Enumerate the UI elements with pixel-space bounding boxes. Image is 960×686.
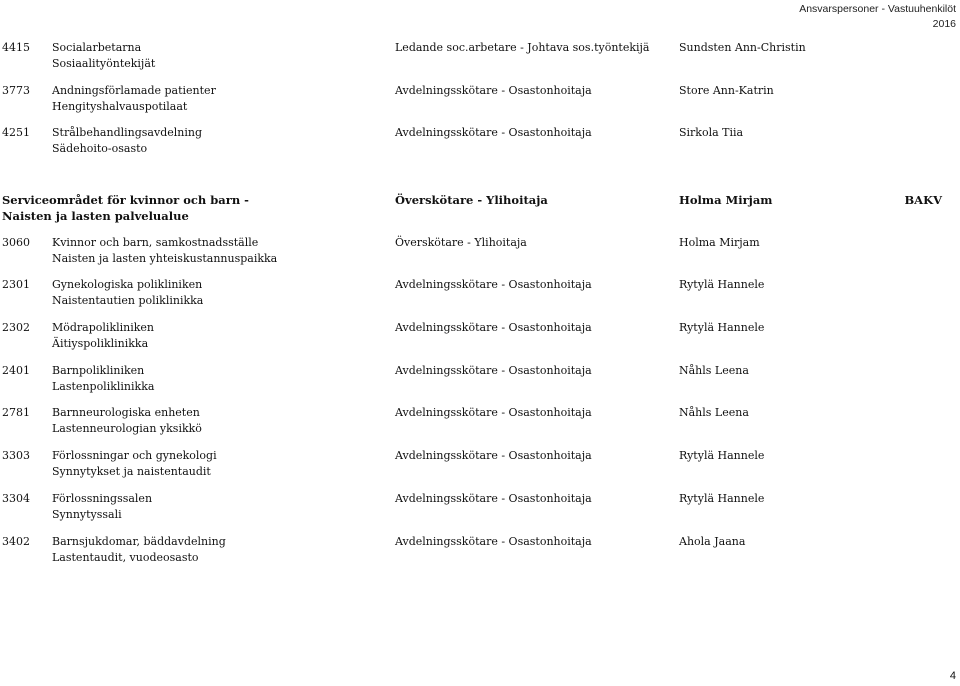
section-name [2,192,249,224]
unit-code: 2781 [2,406,30,419]
unit-code: 2301 [2,278,30,291]
unit-name-fi: Synnytykset ja naistentaudit [52,465,211,478]
page-header [799,2,956,32]
unit-name-fi: Lastenpoliklinikka [52,380,155,393]
unit-name-fi: Naisten ja lasten yhteiskustannuspaikka [52,252,278,265]
section-abbreviation: BAKV [904,193,942,207]
unit-name-sv: Barnneurologiska enheten [52,406,200,419]
document-title: Ansvarspersoner - Vastuuhenkilöt [799,3,956,15]
unit-name [52,40,155,72]
job-title: Överskötare - Ylihoitaja [395,236,527,249]
section-name-fi: Naisten ja lasten palvelualue [2,209,189,223]
responsible-person: Sirkola Tiia [679,126,744,139]
unit-name [52,277,203,309]
responsible-person: Rytylä Hannele [679,321,765,334]
unit-name-fi: Naistentautien poliklinikka [52,294,204,307]
unit-name-fi: Äitiyspoliklinikka [52,337,149,350]
job-title: Ledande soc.arbetare - Johtava sos.työntekijä [395,41,650,54]
unit-name-sv: Gynekologiska polikliniken [52,278,203,291]
responsible-person: Store Ann-Katrin [679,84,774,97]
unit-name [52,405,202,437]
unit-code: 3773 [2,84,30,97]
unit-name-fi: Sosiaalityöntekijät [52,57,156,70]
unit-name [52,235,277,267]
section-job-title: Överskötare - Ylihoitaja [395,193,548,207]
unit-name [52,125,202,157]
unit-name [52,534,226,566]
job-title: Avdelningsskötare - Osastonhoitaja [395,535,592,548]
unit-name-fi: Lastentaudit, vuodeosasto [52,551,199,564]
responsible-person: Rytylä Hannele [679,449,765,462]
unit-code: 3304 [2,492,30,505]
job-title: Avdelningsskötare - Osastonhoitaja [395,84,592,97]
responsible-person: Nåhls Leena [679,406,749,419]
unit-code: 4415 [2,41,30,54]
page-number: 4 [949,670,956,682]
responsible-person: Ahola Jaana [679,535,746,548]
unit-name-sv: Barnpolikliniken [52,364,145,377]
unit-name-sv: Strålbehandlingsavdelning [52,126,202,139]
unit-name-sv: Barnsjukdomar, bäddavdelning [52,535,226,548]
unit-name [52,448,217,480]
responsible-person: Rytylä Hannele [679,278,765,291]
unit-code: 3303 [2,449,30,462]
unit-code: 3402 [2,535,30,548]
unit-name-sv: Mödrapolikliniken [52,321,155,334]
job-title: Avdelningsskötare - Osastonhoitaja [395,364,592,377]
unit-name-sv: Förlossningar och gynekologi [52,449,217,462]
job-title: Avdelningsskötare - Osastonhoitaja [395,449,592,462]
job-title: Avdelningsskötare - Osastonhoitaja [395,492,592,505]
responsible-person: Sundsten Ann-Christin [679,41,806,54]
unit-name [52,83,216,115]
job-title: Avdelningsskötare - Osastonhoitaja [395,321,592,334]
section-responsible-person: Holma Mirjam [679,193,773,207]
unit-name-sv: Kvinnor och barn, samkostnadsställe [52,236,259,249]
unit-name-fi: Lastenneurologian yksikkö [52,422,202,435]
unit-name [52,491,152,523]
unit-name-fi: Synnytyssali [52,508,122,521]
unit-name [52,320,154,352]
unit-name-fi: Sädehoito-osasto [52,142,148,155]
unit-name [52,363,154,395]
section-name-sv: Serviceområdet för kvinnor och barn - [2,193,249,207]
unit-code: 2302 [2,321,30,334]
job-title: Avdelningsskötare - Osastonhoitaja [395,406,592,419]
unit-name-fi: Hengityshalvauspotilaat [52,100,188,113]
unit-name-sv: Socialarbetarna [52,41,142,54]
responsible-person: Holma Mirjam [679,236,760,249]
document-year: 2016 [932,18,956,30]
unit-code: 4251 [2,126,30,139]
unit-code: 2401 [2,364,30,377]
unit-code: 3060 [2,236,30,249]
unit-name-sv: Förlossningssalen [52,492,153,505]
responsible-person: Rytylä Hannele [679,492,765,505]
unit-name-sv: Andningsförlamade patienter [52,84,216,97]
job-title: Avdelningsskötare - Osastonhoitaja [395,278,592,291]
responsible-person: Nåhls Leena [679,364,749,377]
job-title: Avdelningsskötare - Osastonhoitaja [395,126,592,139]
